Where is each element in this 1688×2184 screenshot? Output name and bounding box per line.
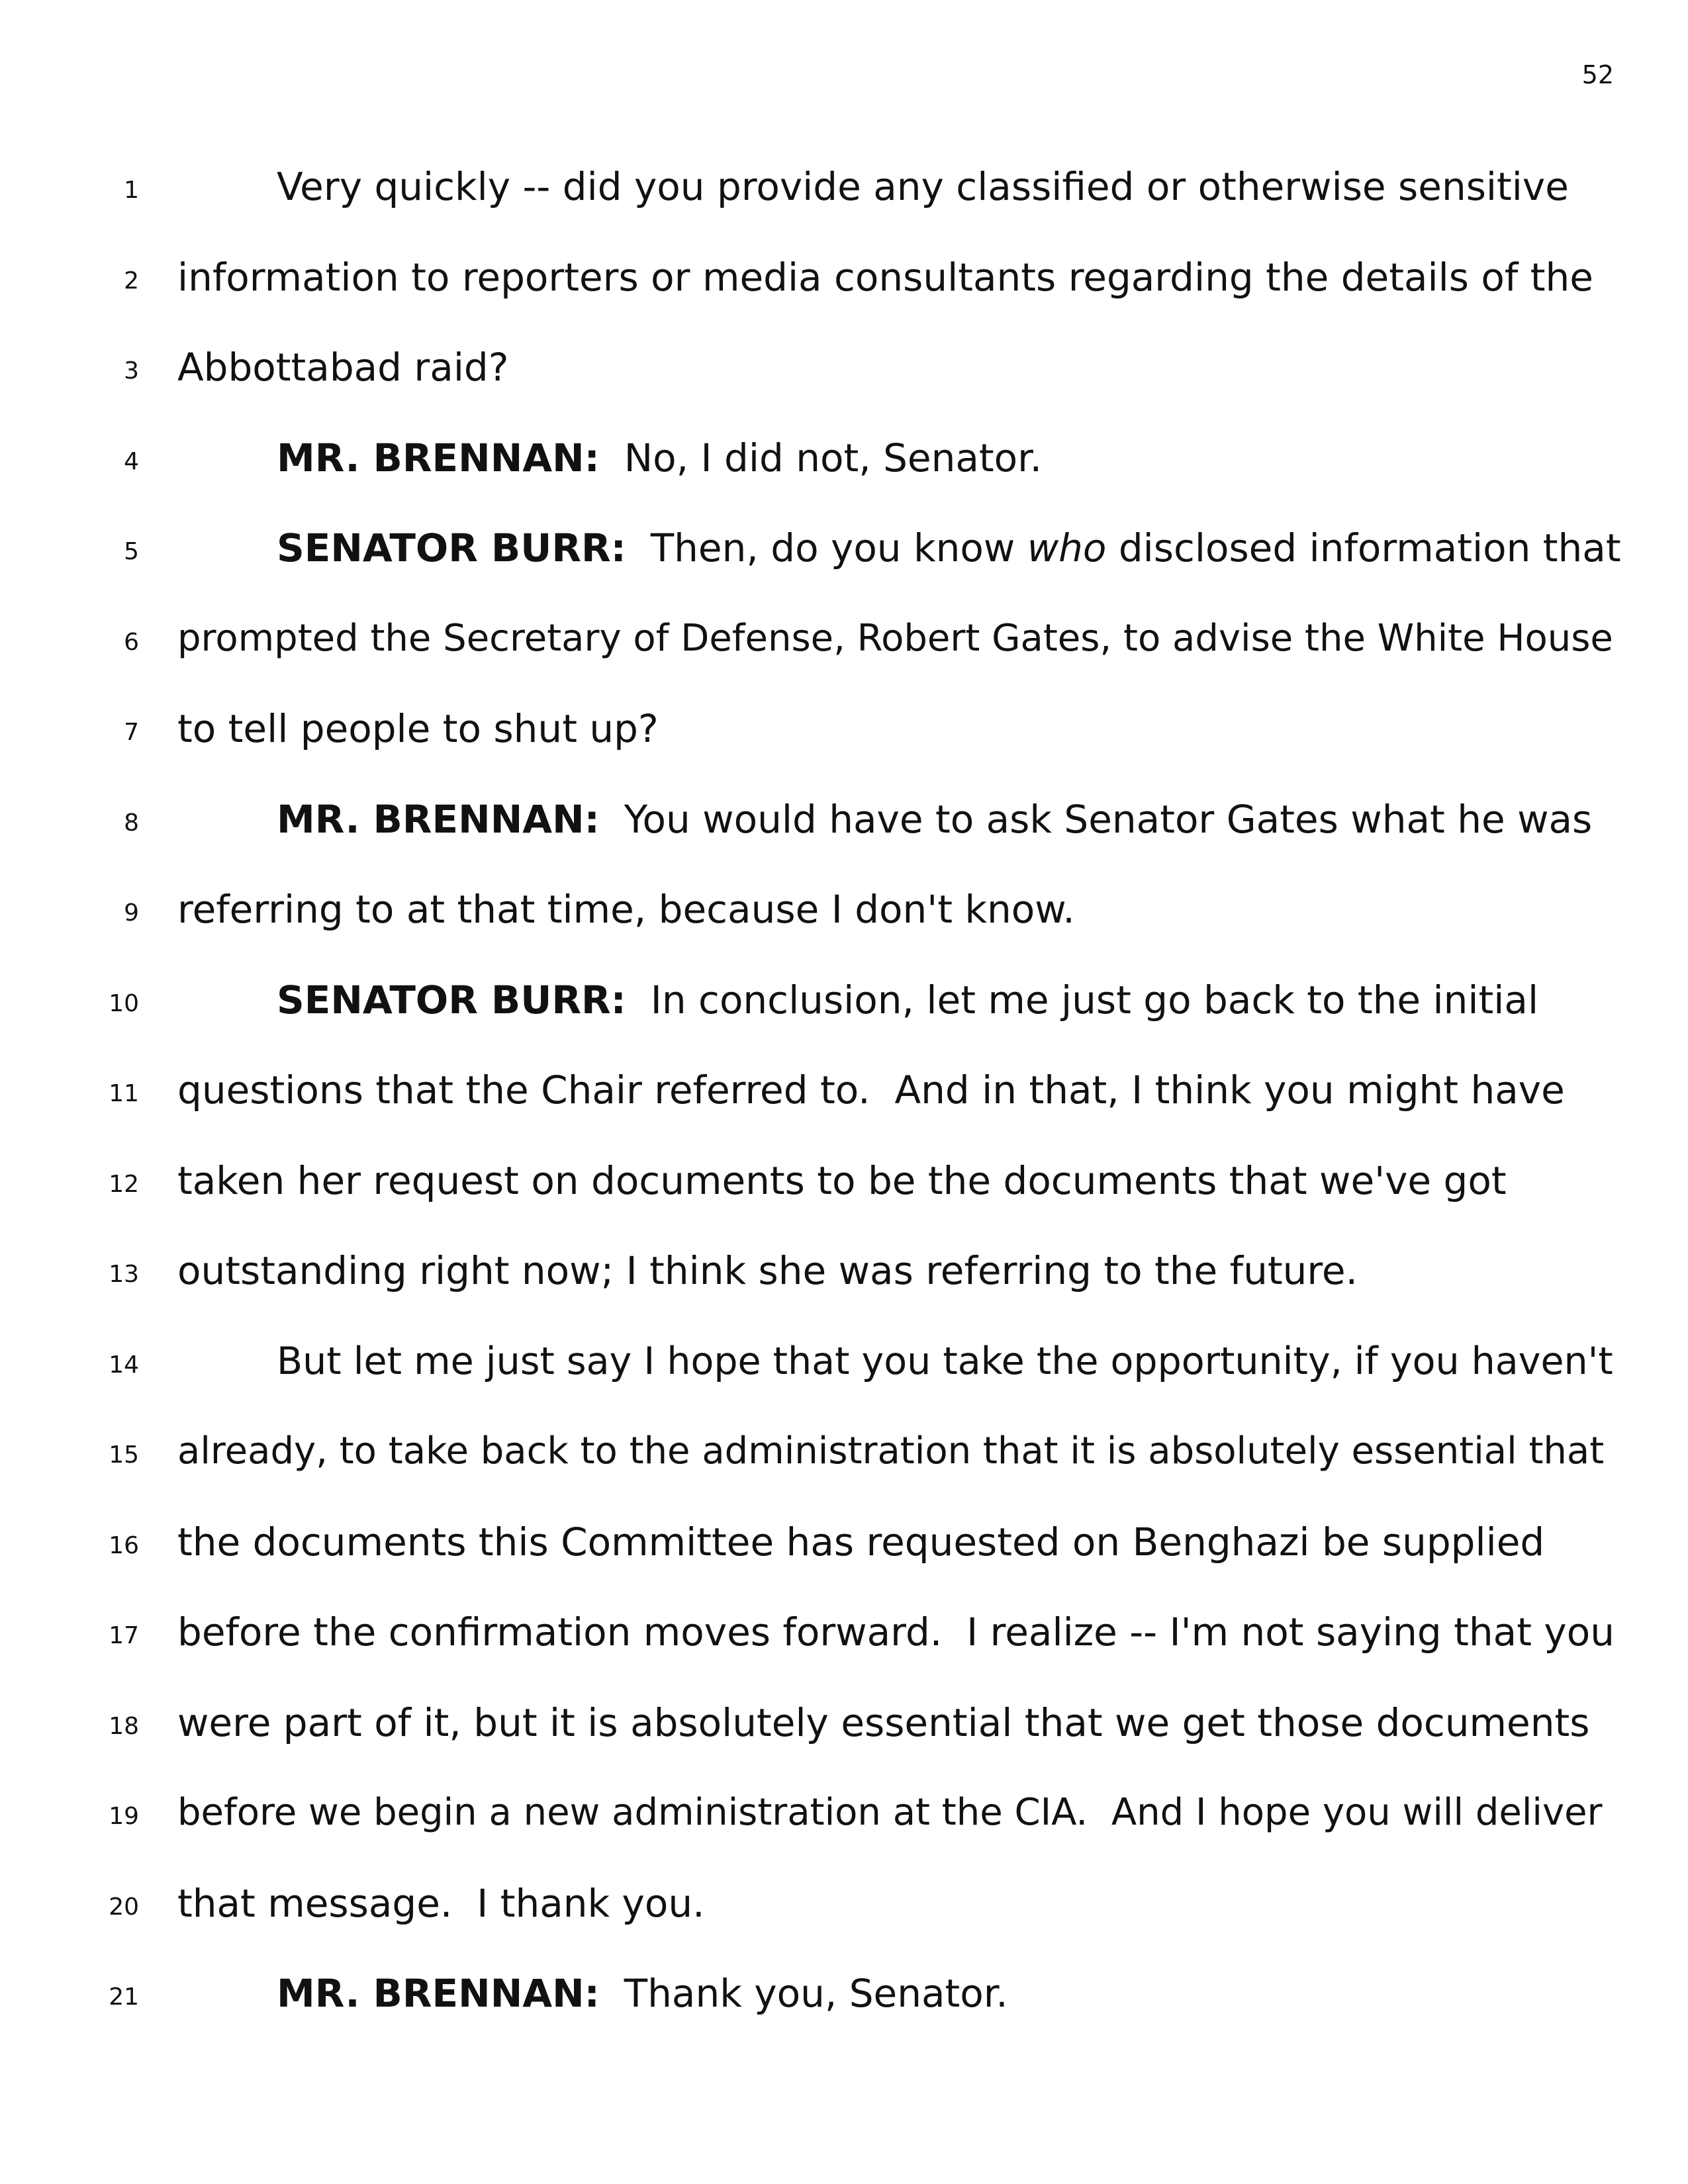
transcript-line — [0, 1153, 1688, 1244]
text-segment: the documents this Committee has requested on Benghazi be supplied — [177, 1519, 1545, 1565]
transcript-line — [0, 1785, 1688, 1876]
text-segment: You would have to ask Senator Gates what he was — [599, 796, 1593, 842]
speaker-label: MR. BRENNAN: — [277, 1971, 600, 2016]
text-segment: to tell people to shut up? — [177, 706, 659, 751]
text-segment: outstanding right now; I think she was referring to the future. — [177, 1248, 1358, 1293]
transcript-line — [0, 611, 1688, 702]
transcript-line — [0, 159, 1688, 250]
transcript-line — [0, 701, 1688, 792]
text-segment: No, I did not, Senator. — [599, 435, 1043, 480]
line-number: 18 — [109, 1712, 139, 1740]
line-number: 5 — [124, 538, 139, 565]
line-number: 7 — [124, 719, 139, 746]
text-segment: In conclusion, let me just go back to the initial — [626, 977, 1539, 1023]
line-number: 16 — [109, 1531, 139, 1559]
text-segment: Abbottabad raid? — [177, 345, 509, 390]
line-text — [177, 1881, 705, 1927]
speaker-label: SENATOR BURR: — [277, 525, 626, 570]
transcript-line — [0, 792, 1688, 882]
transcript-line — [0, 1424, 1688, 1514]
line-text — [277, 797, 1592, 843]
text-segment: prompted the Secretary of Defense, Robert Gates, to advise the White House — [177, 616, 1613, 660]
speaker-label: MR. BRENNAN: — [277, 435, 600, 480]
line-number: 6 — [124, 628, 139, 656]
transcript-line — [0, 1243, 1688, 1334]
text-segment: before the confirmation moves forward. I realize -- I'm not saying that you — [177, 1610, 1615, 1655]
line-text — [177, 616, 1613, 660]
line-text — [277, 978, 1538, 1024]
text-segment: disclosed information that — [1106, 525, 1621, 570]
line-text — [277, 525, 1621, 572]
transcript-line — [0, 1695, 1688, 1786]
line-number: 11 — [109, 1080, 139, 1107]
line-text — [277, 164, 1569, 210]
line-text — [177, 1790, 1603, 1835]
line-text — [177, 887, 1075, 933]
transcript-line — [0, 430, 1688, 521]
text-segment: before we begin a new administration at the CIA. And I hope you will deliver — [177, 1791, 1603, 1834]
line-number: 2 — [124, 267, 139, 295]
transcript-line — [0, 1966, 1688, 2056]
speaker-label: SENATOR BURR: — [277, 977, 626, 1023]
line-text — [277, 1971, 1008, 2017]
transcript-line — [0, 520, 1688, 611]
transcript-line — [0, 1062, 1688, 1153]
text-segment: information to reporters or media consultants regarding the details of the — [177, 254, 1593, 300]
line-text — [177, 1158, 1507, 1205]
text-segment: referring to at that time, because I don't know. — [177, 887, 1075, 932]
text-segment: questions that the Chair referred to. And in that, I think you might have — [177, 1068, 1565, 1113]
transcript-line — [0, 1514, 1688, 1605]
line-number: 21 — [109, 1983, 139, 2011]
line-text — [177, 1520, 1544, 1566]
text-segment: already, to take back to the administration that it is absolutely essential that — [177, 1430, 1605, 1473]
line-text — [177, 255, 1593, 301]
transcript-line — [0, 972, 1688, 1063]
line-text — [177, 1700, 1589, 1747]
transcript-line — [0, 340, 1688, 430]
line-text — [177, 1248, 1358, 1295]
line-number: 1 — [124, 177, 139, 204]
line-text — [277, 1339, 1613, 1384]
transcript-line — [0, 1876, 1688, 1966]
emphasized-text: who — [1027, 525, 1107, 570]
speaker-label: MR. BRENNAN: — [277, 796, 600, 842]
line-text — [177, 1068, 1565, 1114]
line-number: 19 — [109, 1803, 139, 1830]
transcript-line — [0, 882, 1688, 972]
line-number: 20 — [109, 1893, 139, 1921]
transcript-line — [0, 1604, 1688, 1695]
text-segment: But let me just say I hope that you take the opportunity, if you haven't — [277, 1339, 1613, 1383]
line-number: 10 — [109, 989, 139, 1017]
line-text — [177, 706, 659, 752]
line-number: 13 — [109, 1261, 139, 1288]
line-number: 12 — [109, 1170, 139, 1198]
text-segment: Thank you, Senator. — [599, 1971, 1008, 2016]
page-number: 52 — [1581, 60, 1614, 89]
text-segment: Very quickly -- did you provide any classified or otherwise sensitive — [277, 164, 1569, 209]
line-number: 9 — [124, 899, 139, 927]
line-number: 14 — [109, 1351, 139, 1379]
text-segment: that message. I thank you. — [177, 1880, 705, 1926]
line-text — [277, 435, 1042, 482]
line-text — [177, 1429, 1604, 1473]
line-text — [177, 345, 509, 391]
text-segment: taken her request on documents to be the documents that we've got — [177, 1158, 1507, 1203]
text-segment: Then, do you know — [626, 525, 1027, 570]
transcript-line — [0, 250, 1688, 340]
line-text — [177, 1610, 1615, 1656]
line-number: 8 — [124, 809, 139, 837]
text-segment: were part of it, but it is absolutely essential that we get those documents — [177, 1700, 1590, 1745]
transcript-line — [0, 1334, 1688, 1424]
line-number: 17 — [109, 1622, 139, 1649]
line-number: 3 — [124, 357, 139, 385]
line-number: 4 — [124, 447, 139, 475]
transcript-body — [0, 159, 1688, 2056]
line-number: 15 — [109, 1441, 139, 1469]
